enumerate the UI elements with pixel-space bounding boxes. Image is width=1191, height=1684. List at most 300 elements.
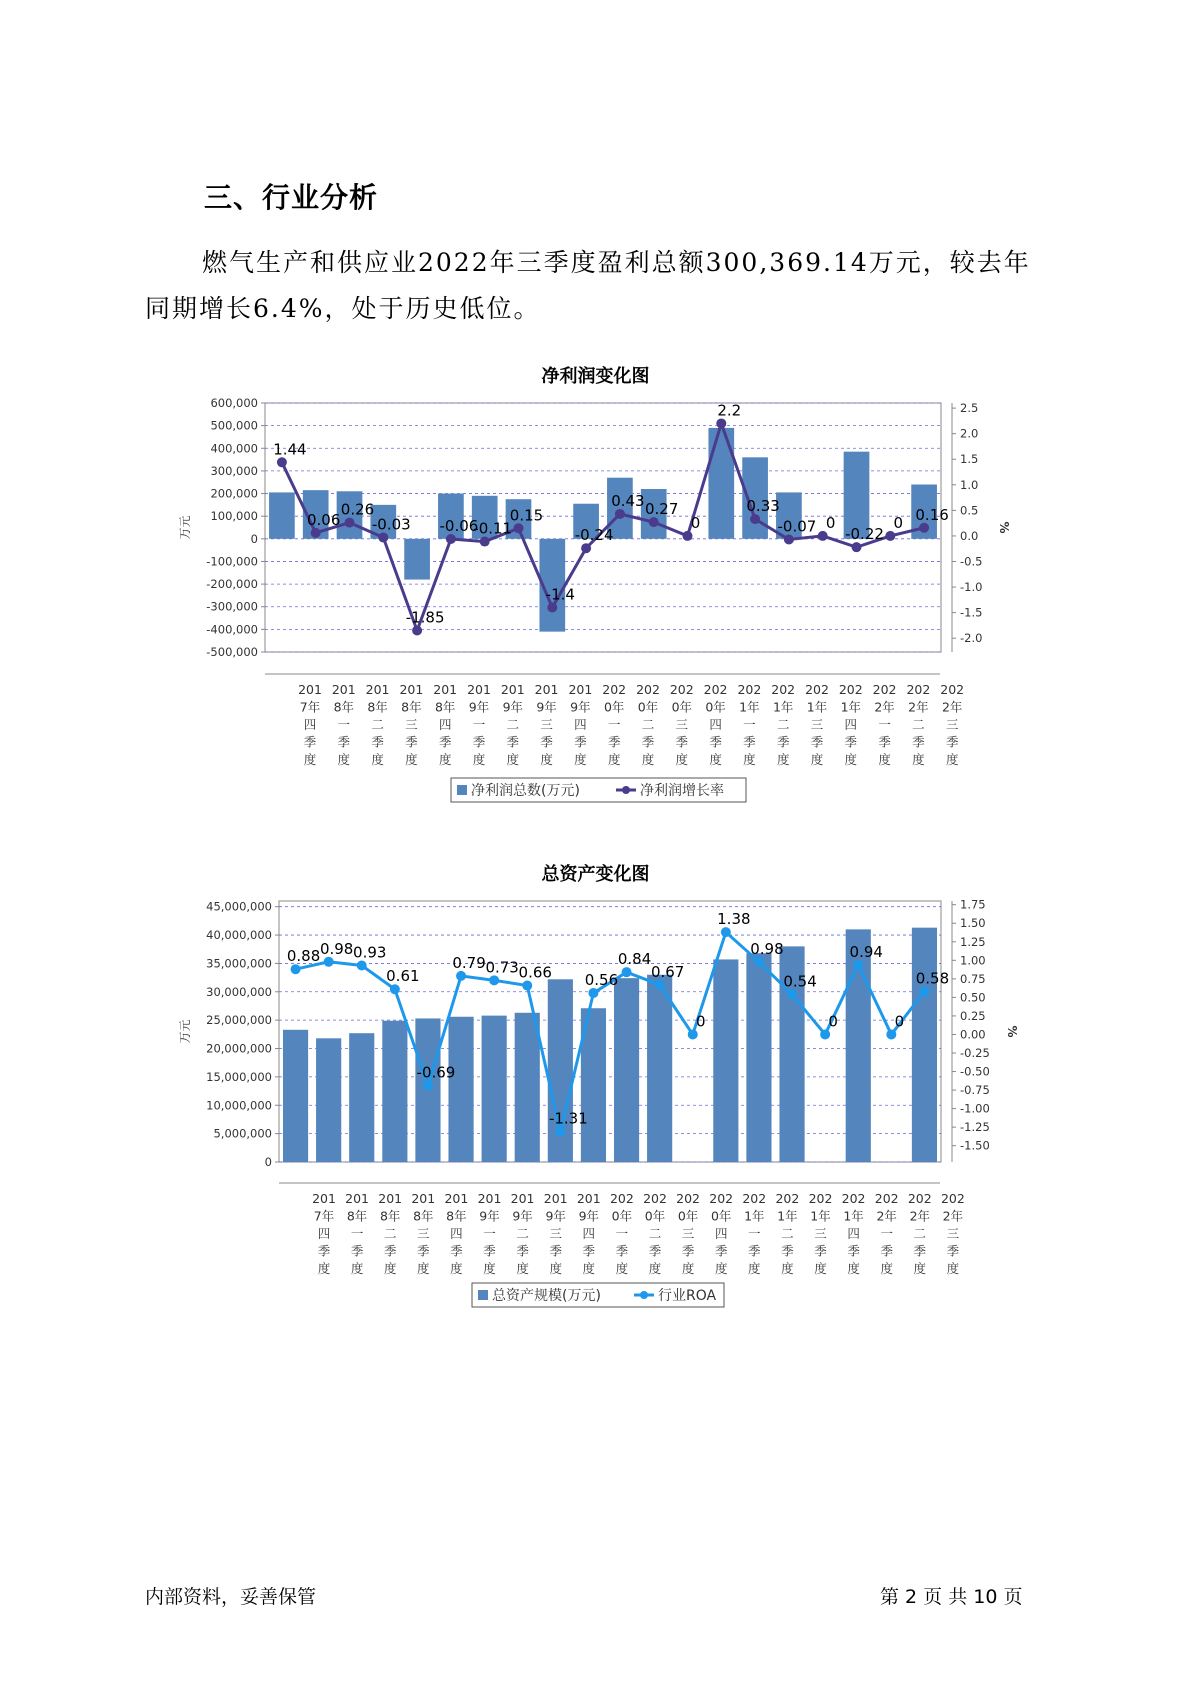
- x-tick-label: 二: [913, 1226, 927, 1241]
- x-tick-label: 度: [582, 1261, 596, 1276]
- x-tick-label: 季: [516, 1243, 529, 1259]
- legend-line-marker: [640, 1291, 648, 1299]
- bar: [482, 1016, 507, 1162]
- x-tick-label: 三: [681, 1226, 695, 1241]
- x-tick-label: 度: [878, 752, 891, 767]
- y-tick-label: 400,000: [210, 441, 258, 456]
- x-tick-label: 1年: [843, 1208, 864, 1224]
- y2-tick-label: 1.5: [960, 452, 979, 467]
- y-tick-label: -300,000: [206, 599, 258, 614]
- x-tick-label: 二: [781, 1226, 794, 1241]
- bar: [713, 959, 738, 1162]
- x-tick-label: 度: [648, 1261, 662, 1276]
- x-tick-label: 度: [810, 752, 824, 767]
- x-tick-label: 202: [874, 1191, 899, 1206]
- x-tick-label: 201: [568, 682, 593, 697]
- x-tick-label: 季: [681, 1243, 695, 1259]
- x-tick-label: 202: [940, 682, 965, 697]
- x-tick-label: 一: [615, 1226, 629, 1241]
- x-tick-label: 度: [383, 1261, 397, 1276]
- x-tick-label: 2年: [876, 1208, 897, 1224]
- x-tick-label: 四: [714, 1226, 728, 1241]
- x-tick-label: 201: [500, 682, 525, 697]
- data-label: 0.16: [915, 505, 949, 524]
- line-point: [547, 603, 557, 613]
- y-tick-label: 15,000,000: [206, 1069, 272, 1084]
- y-tick-label: 300,000: [210, 463, 258, 478]
- net-profit-chart: [0, 388, 1191, 828]
- x-tick-label: 一: [472, 717, 486, 732]
- bar: [382, 1021, 407, 1162]
- x-tick-label: 201: [331, 682, 356, 697]
- x-tick-label: 度: [814, 1261, 827, 1276]
- data-label: 0.66: [518, 963, 552, 982]
- x-tick-label: 201: [378, 1191, 403, 1206]
- x-tick-label: 202: [940, 1191, 965, 1206]
- x-tick-label: 202: [906, 682, 931, 697]
- x-tick-label: 9年: [536, 699, 557, 715]
- x-tick-label: 二: [912, 717, 925, 732]
- x-tick-label: 二: [371, 717, 384, 732]
- x-tick-label: 202: [669, 682, 694, 697]
- data-label: 0.79: [452, 953, 486, 972]
- x-tick-label: 二: [648, 1226, 662, 1241]
- x-tick-label: 度: [776, 752, 790, 767]
- legend-line-label: 行业ROA: [658, 1288, 717, 1304]
- line-point: [885, 531, 895, 541]
- x-tick-label: 度: [540, 752, 553, 767]
- x-tick-label: 度: [303, 752, 317, 767]
- x-tick-label: 201: [312, 1191, 336, 1206]
- data-label: 1.38: [717, 910, 751, 929]
- bar: [614, 978, 639, 1162]
- x-tick-label: 一: [878, 717, 891, 732]
- y2-tick-label: -0.25: [960, 1046, 990, 1061]
- line-point: [446, 534, 456, 544]
- line-point: [378, 532, 388, 542]
- x-tick-label: 一: [350, 1226, 364, 1241]
- line-point: [919, 986, 929, 996]
- x-tick-label: 度: [847, 1261, 860, 1276]
- data-label: 0.94: [849, 942, 883, 961]
- data-label: -0.11: [473, 519, 513, 538]
- x-tick-label: 季: [405, 734, 418, 750]
- x-tick-label: 202: [636, 682, 660, 697]
- x-tick-label: 四: [582, 1226, 596, 1241]
- x-tick-label: 1年: [810, 1208, 831, 1224]
- line-point: [581, 543, 591, 553]
- x-tick-label: 季: [781, 1243, 794, 1259]
- bar: [746, 953, 771, 1162]
- x-tick-label: 度: [743, 752, 756, 767]
- data-label: 0.43: [611, 491, 645, 510]
- x-tick-label: 7年: [299, 699, 321, 715]
- x-tick-label: 度: [946, 1261, 960, 1276]
- data-label: 0.58: [915, 969, 950, 988]
- x-tick-label: 202: [676, 1191, 701, 1206]
- line-point: [345, 518, 355, 528]
- data-label: -1.31: [548, 1109, 588, 1128]
- line-point: [919, 523, 929, 533]
- y-tick-label: 35,000,000: [206, 956, 272, 971]
- x-tick-label: 202: [808, 1191, 833, 1206]
- data-label: 0.15: [509, 506, 544, 525]
- x-tick-label: 一: [483, 1226, 496, 1241]
- y-tick-label: 45,000,000: [206, 899, 272, 914]
- data-label: 0.33: [746, 497, 780, 516]
- x-tick-label: 四: [317, 1226, 331, 1241]
- y2-tick-label: 0.25: [960, 1008, 986, 1023]
- x-tick-label: 季: [383, 1243, 397, 1259]
- y-tick-label: -500,000: [206, 645, 258, 659]
- y-tick-label: 40,000,000: [206, 928, 272, 943]
- y-tick-label: 600,000: [210, 396, 258, 410]
- data-label: -0.24: [574, 526, 614, 545]
- x-tick-label: 度: [417, 1261, 430, 1276]
- x-tick-label: 一: [743, 717, 756, 732]
- y2-tick-label: 1.75: [960, 897, 986, 912]
- y2-tick-label: 0.5: [960, 503, 979, 518]
- legend-line-marker: [622, 786, 630, 794]
- x-tick-label: 二: [641, 717, 655, 732]
- y-tick-label: -100,000: [206, 554, 258, 569]
- line-point: [688, 1029, 698, 1039]
- line-point: [480, 537, 490, 547]
- line-point: [357, 961, 367, 971]
- data-label: 0: [894, 1012, 905, 1031]
- y2-tick-label: -1.0: [960, 580, 983, 595]
- data-label: -1.85: [405, 608, 445, 627]
- y2-tick-label: -1.50: [960, 1138, 990, 1153]
- y-tick-label: 0: [250, 531, 258, 546]
- x-tick-label: 二: [383, 1226, 397, 1241]
- chart1-title: 净利润变化图: [541, 366, 650, 387]
- line-point: [615, 509, 625, 519]
- x-tick-label: 2年: [908, 699, 929, 715]
- x-tick-label: 四: [438, 717, 452, 732]
- x-tick-label: 度: [945, 752, 959, 767]
- data-label: 0.73: [485, 958, 519, 977]
- x-tick-label: 202: [742, 1191, 767, 1206]
- x-tick-label: 季: [303, 734, 317, 750]
- x-tick-label: 202: [737, 682, 762, 697]
- x-tick-label: 三: [810, 717, 824, 732]
- x-tick-label: 9年: [479, 1208, 500, 1224]
- x-tick-label: 202: [771, 682, 796, 697]
- x-tick-label: 202: [609, 1191, 634, 1206]
- x-tick-label: 季: [483, 1243, 496, 1259]
- data-label: -0.03: [371, 515, 411, 534]
- y-tick-label: 0: [264, 1155, 272, 1169]
- line-point: [886, 1029, 896, 1039]
- footer-right: 第 2 页 共 10 页: [880, 1586, 1023, 1608]
- x-tick-label: 8年: [367, 699, 388, 715]
- x-tick-label: 9年: [502, 699, 524, 715]
- y2-tick-label: 0.00: [960, 1027, 986, 1042]
- x-tick-label: 度: [516, 1261, 529, 1276]
- y2-tick-label: 2.5: [960, 401, 979, 416]
- line-point: [853, 960, 863, 970]
- x-tick-label: 季: [317, 1243, 331, 1259]
- x-tick-label: 度: [880, 1261, 893, 1276]
- x-tick-label: 201: [543, 1191, 568, 1206]
- y2-tick-label: 0.0: [960, 528, 979, 543]
- x-tick-label: 四: [844, 717, 858, 732]
- x-tick-label: 一: [880, 1226, 893, 1241]
- x-tick-label: 202: [907, 1191, 932, 1206]
- x-tick-label: 度: [607, 752, 621, 767]
- y2-tick-label: -1.5: [960, 605, 983, 620]
- x-tick-label: 度: [675, 752, 689, 767]
- line-point: [622, 967, 632, 977]
- x-tick-label: 度: [337, 752, 351, 767]
- line-point: [721, 927, 731, 937]
- y-axis-title: 万元: [178, 1019, 192, 1044]
- bar: [515, 1013, 540, 1162]
- x-tick-label: 8年: [333, 699, 355, 715]
- line-point: [390, 984, 400, 994]
- x-tick-label: 季: [847, 1243, 860, 1259]
- line-point: [683, 531, 693, 541]
- x-tick-label: 1年: [744, 1208, 765, 1224]
- x-tick-label: 度: [438, 752, 452, 767]
- x-tick-label: 度: [681, 1261, 695, 1276]
- x-tick-label: 201: [411, 1191, 436, 1206]
- x-tick-label: 8年: [379, 1208, 401, 1224]
- line-point: [818, 531, 828, 541]
- y-axis-title: 万元: [178, 515, 192, 540]
- x-tick-label: 季: [540, 734, 553, 750]
- x-tick-label: 8年: [401, 699, 422, 715]
- y2-tick-label: 1.0: [960, 477, 979, 492]
- x-tick-label: 1年: [739, 699, 760, 715]
- x-tick-label: 1年: [777, 1208, 798, 1224]
- x-tick-label: 三: [946, 1226, 960, 1241]
- x-tick-label: 8年: [346, 1208, 368, 1224]
- x-tick-label: 季: [337, 734, 351, 750]
- x-tick-label: 三: [945, 717, 959, 732]
- x-tick-label: 9年: [570, 699, 591, 715]
- footer-left: 内部资料，妥善保管: [145, 1586, 317, 1608]
- x-tick-label: 201: [298, 682, 322, 697]
- chart2-title: 总资产变化图: [541, 864, 650, 885]
- x-tick-label: 一: [607, 717, 621, 732]
- line-point: [324, 957, 334, 967]
- line-point: [456, 971, 466, 981]
- y2-tick-label: -1.00: [960, 1101, 990, 1116]
- x-tick-label: 四: [450, 1226, 463, 1241]
- x-tick-label: 季: [574, 734, 587, 750]
- x-tick-label: 度: [913, 1261, 927, 1276]
- line-point: [588, 988, 598, 998]
- data-label: 0.84: [617, 950, 652, 969]
- line-point: [522, 981, 532, 991]
- x-tick-label: 8年: [446, 1208, 467, 1224]
- x-tick-label: 度: [506, 752, 520, 767]
- line-point: [784, 535, 794, 545]
- x-tick-label: 季: [709, 734, 722, 750]
- x-tick-label: 201: [467, 682, 491, 697]
- legend-bar-label: 净利润总数(万元): [471, 783, 580, 799]
- x-tick-label: 0年: [611, 1208, 633, 1224]
- data-label: 0.61: [386, 967, 420, 986]
- y2-tick-label: 0.50: [960, 990, 986, 1005]
- data-label: 0.26: [340, 500, 375, 519]
- x-tick-label: 202: [872, 682, 897, 697]
- line-point: [412, 626, 422, 636]
- section-heading: 三、行业分析: [204, 181, 379, 214]
- x-tick-label: 季: [371, 734, 384, 750]
- y2-tick-label: -0.75: [960, 1083, 990, 1098]
- x-tick-label: 季: [946, 1243, 960, 1259]
- line-point: [423, 1081, 433, 1091]
- data-label: 0.54: [783, 972, 817, 991]
- x-tick-label: 季: [880, 1243, 893, 1259]
- x-tick-label: 202: [643, 1191, 667, 1206]
- x-tick-label: 2年: [874, 699, 895, 715]
- line-point: [277, 457, 287, 467]
- x-tick-label: 三: [675, 717, 689, 732]
- x-tick-label: 季: [743, 734, 756, 750]
- line-point: [655, 980, 665, 990]
- x-tick-label: 0年: [637, 699, 659, 715]
- data-label: 0: [828, 1012, 838, 1031]
- x-tick-label: 季: [549, 1243, 562, 1259]
- line-point: [291, 964, 301, 974]
- plot-area: [279, 901, 941, 1162]
- x-tick-label: 度: [641, 752, 655, 767]
- x-tick-label: 2年: [942, 1208, 964, 1224]
- x-tick-label: 度: [844, 752, 858, 767]
- data-label: 0.27: [644, 500, 679, 519]
- x-tick-label: 度: [450, 1261, 463, 1276]
- x-tick-label: 0年: [644, 1208, 666, 1224]
- x-tick-label: 一: [748, 1226, 761, 1241]
- x-tick-label: 季: [913, 1243, 927, 1259]
- y-tick-label: 20,000,000: [206, 1041, 272, 1056]
- data-label: 1.44: [273, 440, 307, 459]
- x-tick-label: 202: [838, 682, 863, 697]
- x-tick-label: 季: [648, 1243, 662, 1259]
- x-tick-label: 8年: [434, 699, 456, 715]
- y2-axis-title: %: [997, 521, 1011, 534]
- x-tick-label: 0年: [677, 1208, 699, 1224]
- data-label: 2.2: [717, 401, 742, 420]
- x-tick-label: 季: [945, 734, 959, 750]
- y-tick-label: 10,000,000: [206, 1098, 272, 1113]
- y2-tick-label: 1.00: [960, 953, 986, 968]
- x-tick-label: 度: [574, 752, 587, 767]
- x-tick-label: 季: [810, 734, 824, 750]
- x-tick-label: 三: [549, 1226, 562, 1241]
- x-tick-label: 2年: [941, 699, 963, 715]
- y2-tick-label: -2.0: [960, 631, 983, 646]
- summary-paragraph: 燃气生产和供应业2022年三季度盈利总额300,369.14万元，较去年同期增长6.4%，处于历史低位。: [145, 248, 1031, 323]
- x-tick-label: 度: [350, 1261, 364, 1276]
- data-label: 0: [695, 1012, 706, 1031]
- x-tick-label: 季: [615, 1243, 629, 1259]
- x-tick-label: 季: [438, 734, 452, 750]
- x-tick-label: 季: [844, 734, 858, 750]
- x-tick-label: 0年: [603, 699, 625, 715]
- bar: [316, 1038, 341, 1162]
- x-tick-label: 季: [675, 734, 689, 750]
- data-label: 0: [690, 513, 701, 532]
- legend-bar-swatch: [457, 785, 467, 795]
- data-label: 0.56: [584, 970, 619, 989]
- bar: [647, 975, 672, 1162]
- x-tick-label: 9年: [468, 699, 490, 715]
- line-point: [489, 975, 499, 985]
- x-tick-label: 二: [516, 1226, 529, 1241]
- x-tick-label: 202: [775, 1191, 800, 1206]
- x-tick-label: 度: [483, 1261, 496, 1276]
- x-tick-label: 季: [472, 734, 486, 750]
- legend-line-label: 净利润增长率: [640, 783, 724, 799]
- y-tick-label: 500,000: [210, 418, 258, 433]
- y2-tick-label: -0.50: [960, 1064, 990, 1079]
- y2-tick-label: 1.25: [960, 934, 986, 949]
- data-label: 0.98: [319, 939, 354, 958]
- x-tick-label: 季: [748, 1243, 761, 1259]
- x-tick-label: 四: [303, 717, 317, 732]
- y2-tick-label: 1.50: [960, 916, 986, 931]
- y2-tick-label: 2.0: [960, 426, 979, 441]
- data-label: -0.22: [845, 525, 884, 544]
- y-tick-label: 200,000: [210, 486, 258, 501]
- x-tick-label: 1年: [806, 699, 828, 715]
- x-tick-label: 度: [714, 1261, 728, 1276]
- y-tick-label: 30,000,000: [206, 984, 272, 999]
- x-tick-label: 201: [477, 1191, 502, 1206]
- bar: [283, 1030, 308, 1162]
- x-tick-label: 8年: [413, 1208, 434, 1224]
- x-tick-label: 季: [582, 1243, 596, 1259]
- x-tick-label: 201: [444, 1191, 469, 1206]
- x-tick-label: 度: [615, 1261, 629, 1276]
- y2-axis-title: %: [1005, 1025, 1019, 1038]
- data-label: 0.88: [286, 947, 321, 966]
- x-tick-label: 202: [703, 682, 728, 697]
- line-point: [311, 528, 321, 538]
- x-tick-label: 四: [709, 717, 722, 732]
- x-tick-label: 度: [709, 752, 722, 767]
- data-label: 0.67: [650, 962, 685, 981]
- bar: [912, 928, 937, 1162]
- line-point: [514, 523, 524, 533]
- y-tick-label: -200,000: [206, 577, 258, 592]
- x-tick-label: 9年: [578, 1208, 600, 1224]
- x-tick-label: 0年: [671, 699, 693, 715]
- data-label: -0.69: [416, 1063, 456, 1082]
- x-tick-label: 9年: [545, 1208, 566, 1224]
- x-tick-label: 度: [472, 752, 486, 767]
- x-tick-label: 季: [714, 1243, 728, 1259]
- x-tick-label: 201: [345, 1191, 370, 1206]
- bar: [349, 1033, 374, 1162]
- x-tick-label: 0年: [710, 1208, 732, 1224]
- x-tick-label: 1年: [840, 699, 862, 715]
- x-tick-label: 201: [510, 1191, 535, 1206]
- line-point: [852, 542, 862, 552]
- x-tick-label: 度: [405, 752, 418, 767]
- y-tick-label: 5,000,000: [213, 1126, 272, 1141]
- x-tick-label: 1年: [772, 699, 794, 715]
- y-tick-label: -400,000: [206, 622, 258, 637]
- x-tick-label: 0年: [705, 699, 726, 715]
- x-tick-label: 季: [814, 1243, 827, 1259]
- legend-bar-swatch: [478, 1290, 488, 1300]
